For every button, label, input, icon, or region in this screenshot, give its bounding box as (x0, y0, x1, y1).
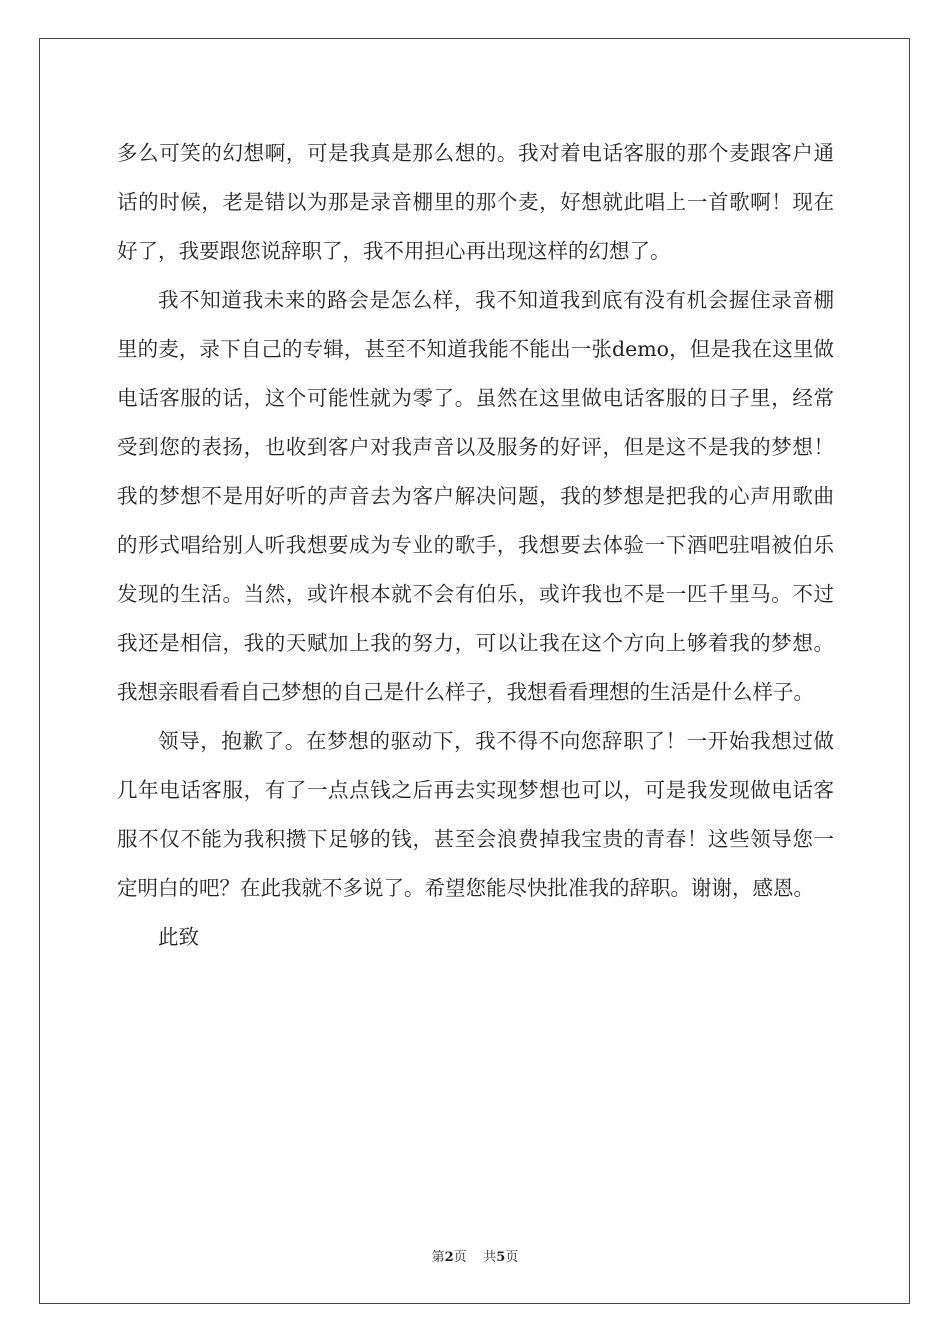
total-prefix: 共 (483, 1250, 497, 1265)
paragraph-1: 多么可笑的幻想啊，可是我真是那么想的。我对着电话客服的那个麦跟客户通话的时候，老是错以为那是录音棚里的那个麦，好想就此唱上一首歌啊！现在好了，我要跟您说辞职了，我不用担心再出现这样的幻想了。 (117, 141, 834, 263)
page-suffix: 页 (453, 1250, 467, 1265)
page-prefix: 第 (431, 1250, 445, 1265)
paragraph-2: 我不知道我未来的路会是怎么样，我不知道我到底有没有机会握住录音棚里的麦，录下自己的专辑，甚至不知道我能不能出一张demo，但是我在这里做电话客服的话，这个可能性就为零了。虽然在这里做电话客服的日子里，经常受到您的表扬，也收到客户对我声音以及服务的好评，但是这不是我的梦想！我的梦想不是用好听的声音去为客户解决问题，我的梦想是把我的心声用歌曲的形式唱给别人听我想要成为专业的歌手，我想要去体验一下酒吧驻唱被伯乐发现的生活。当然，或许根本就不会有伯乐，或许我也不是一匹千里马。不过我还是相信，我的天赋加上我的努力，可以让我在这个方向上够着我的梦想。我想亲眼看看自己梦想的自己是什么样子，我想看看理想的生活是什么样子。 (117, 288, 834, 704)
total-suffix: 页 (505, 1250, 519, 1265)
total-pages: 5 (496, 1250, 506, 1265)
closing-salutation: 此致 (158, 925, 199, 949)
page-number: 2 (444, 1250, 454, 1265)
document-body (117, 129, 834, 962)
page-footer (0, 1246, 950, 1265)
paragraph-3: 领导，抱歉了。在梦想的驱动下，我不得不向您辞职了！一开始我想过做几年电话客服，有了一点点钱之后再去实现梦想也可以，可是我发现做电话客服不仅不能为我积攒下足够的钱，甚至会浪费掉我宝贵的青春！这些领导您一定明白的吧？在此我就不多说了。希望您能尽快批准我的辞职。谢谢，感恩。 (117, 729, 834, 900)
